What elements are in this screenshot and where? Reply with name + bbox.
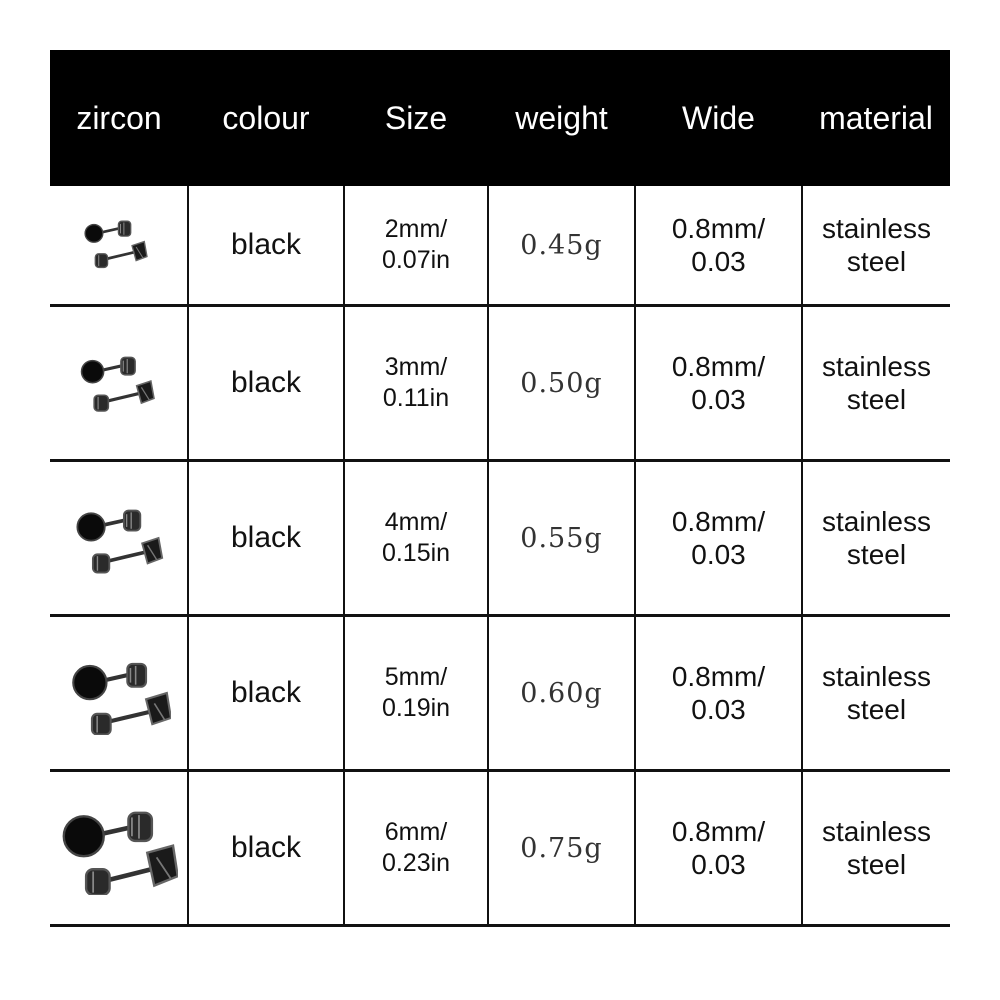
header-colour: colour [188,50,344,186]
wide-cell [635,186,802,306]
wide-in: 0.03 [691,539,746,570]
material-line1: stainless [822,661,931,692]
material-cell [802,306,950,461]
wide-in: 0.03 [691,694,746,725]
size-in: 0.19in [381,694,451,722]
black-zircon-stud-earring-pair-icon [75,348,163,418]
material-line1: stainless [822,506,931,537]
material-cell [802,461,950,616]
wide-mm: 0.8mm/ [671,816,766,847]
wide-in: 0.03 [691,849,746,880]
black-zircon-stud-earring-pair-icon [60,801,178,895]
black-zircon-stud-earring-pair-icon [79,213,159,277]
size-cell [344,771,488,926]
zircon-cell [50,771,188,926]
material-line2: steel [846,694,907,725]
material-line2: steel [846,384,907,415]
weight-cell: 0.50g [488,306,635,461]
material-line1: stainless [822,351,931,382]
colour-cell: black [188,186,344,306]
weight-cell: 0.45g [488,186,635,306]
size-in: 0.15in [381,539,451,567]
wide-mm: 0.8mm/ [671,661,766,692]
size-cell [344,186,488,306]
wide-mm: 0.8mm/ [671,351,766,382]
black-zircon-stud-earring-pair-icon [67,651,171,735]
size-in: 0.23in [381,849,451,877]
header-wide: Wide [635,50,802,186]
wide-cell [635,306,802,461]
earring-spec-table [50,50,950,927]
material-cell [802,771,950,926]
wide-cell [635,461,802,616]
material-cell [802,186,950,306]
size-cell [344,461,488,616]
material-line2: steel [846,849,907,880]
material-line1: stainless [822,213,931,244]
wide-cell [635,771,802,926]
size-mm: 4mm/ [384,508,448,536]
material-line2: steel [846,246,907,277]
zircon-cell [50,616,188,771]
table-row [50,306,950,461]
colour-cell: black [188,616,344,771]
wide-in: 0.03 [691,384,746,415]
colour-cell: black [188,771,344,926]
size-mm: 3mm/ [384,353,448,381]
table-row [50,616,950,771]
header-weight: weight [488,50,635,186]
size-in: 0.07in [381,246,451,274]
black-zircon-stud-earring-pair-icon [71,499,167,577]
wide-cell [635,616,802,771]
colour-cell: black [188,461,344,616]
zircon-cell [50,306,188,461]
material-cell [802,616,950,771]
header-row [50,50,950,186]
wide-in: 0.03 [691,246,746,277]
size-mm: 6mm/ [384,818,448,846]
wide-mm: 0.8mm/ [671,506,766,537]
header-material: material [802,50,950,186]
header-size: Size [344,50,488,186]
table-row [50,771,950,926]
size-cell [344,306,488,461]
weight-cell: 0.55g [488,461,635,616]
zircon-cell [50,186,188,306]
weight-cell: 0.60g [488,616,635,771]
size-mm: 5mm/ [384,663,448,691]
size-in: 0.11in [382,384,450,412]
colour-cell: black [188,306,344,461]
material-line1: stainless [822,816,931,847]
weight-cell: 0.75g [488,771,635,926]
size-mm: 2mm/ [384,215,448,243]
table-row [50,186,950,306]
header-zircon: zircon [50,50,188,186]
material-line2: steel [846,539,907,570]
wide-mm: 0.8mm/ [671,213,766,244]
size-cell [344,616,488,771]
table-row [50,461,950,616]
zircon-cell [50,461,188,616]
